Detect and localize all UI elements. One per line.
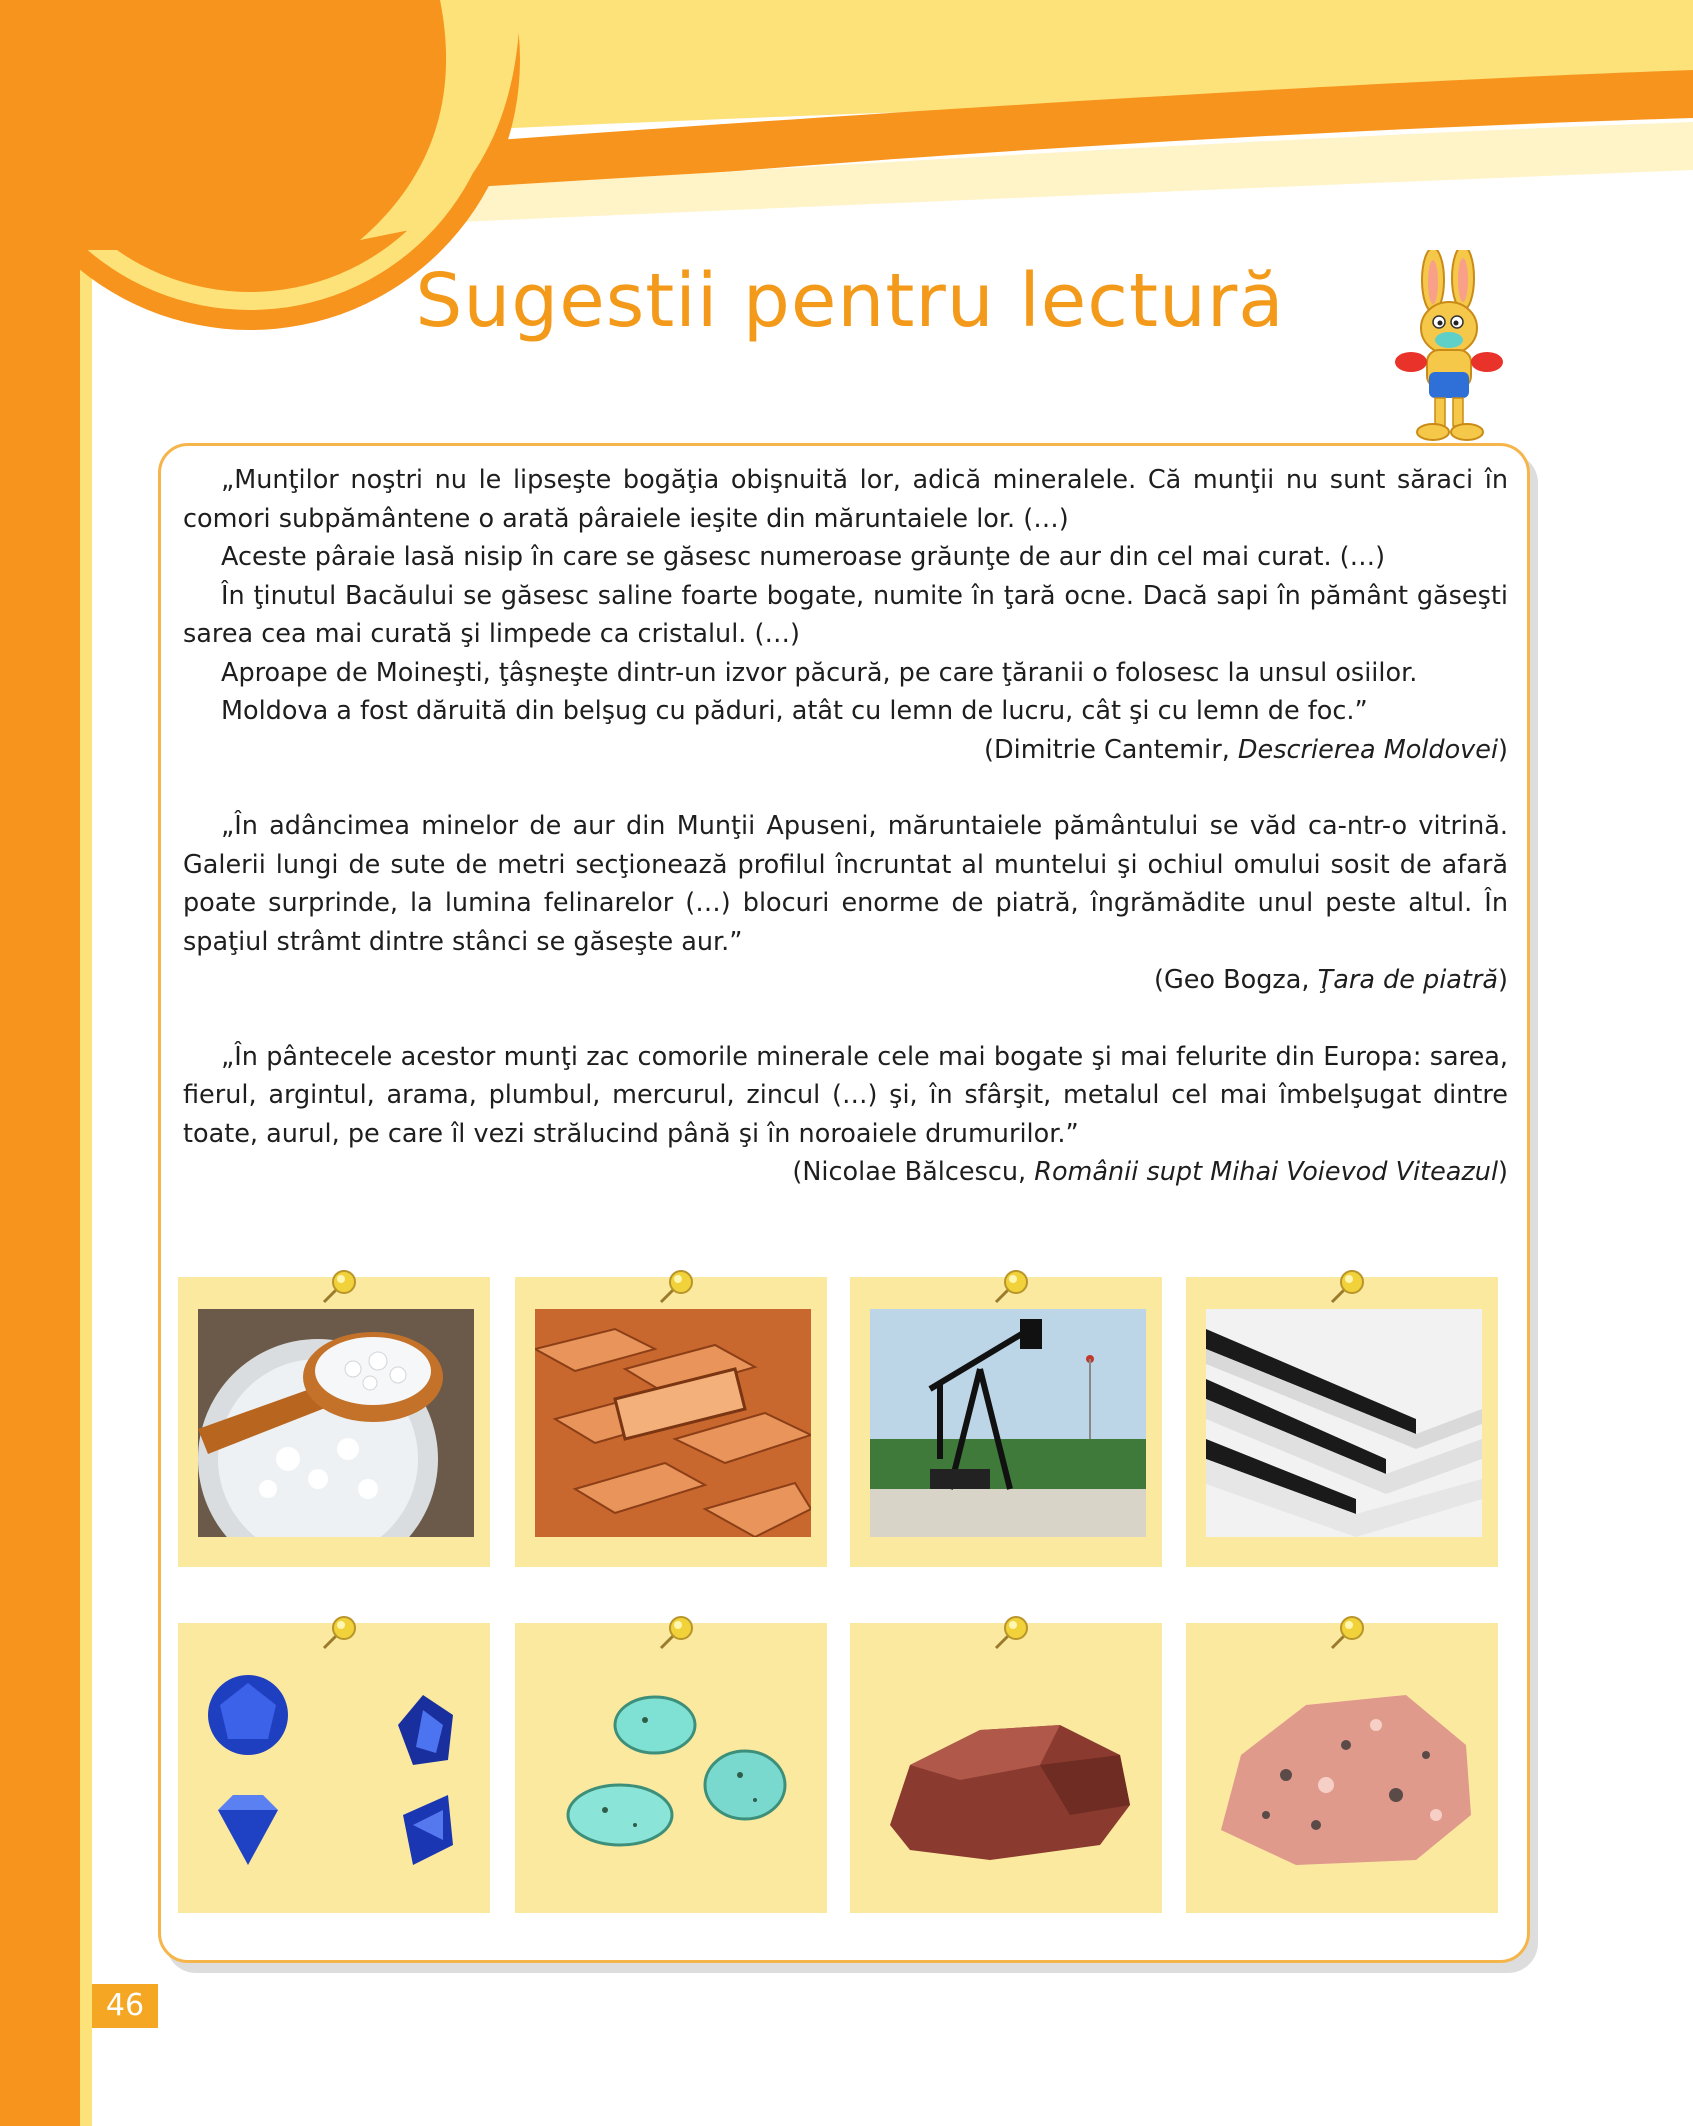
quote-paragraph: „În adâncimea minelor de aur din Munţii Apuseni, măruntaiele pământului se văd ca-ntr-o vitrină. Galerii lungi de sute de metri secţionează profilul încruntat al muntelui şi ochiul omului sosit de afară poate surprinde, la lumina felinarelor (…) blocuri enorme de piatră, îngrămădite unul peste altul. În spaţiul strâmt dintre stânci se găseşte aur.” xyxy=(183,811,1508,957)
quote-paragraph: În ţinutul Bacăului se găsesc saline foarte bogate, numite în ţară ocne. Dacă sapi în pământ găseşti sarea cea mai curată şi limpede ca cristalul. (…) xyxy=(183,580,1508,649)
photo-note-salt xyxy=(178,1277,490,1567)
pushpin-icon xyxy=(653,1608,701,1656)
quote-paragraph: Aproape de Moineşti, ţâşneşte dintr-un izvor păcură, pe care ţăranii o folosesc la unsul osiilor. xyxy=(221,657,1418,688)
quote-source xyxy=(183,731,1508,770)
pushpin-icon xyxy=(988,1608,1036,1656)
photo-note-sapphire xyxy=(178,1623,490,1913)
source-work: Descrierea Moldovei xyxy=(1237,734,1499,765)
quote-source xyxy=(183,961,1508,1000)
source-close: ) xyxy=(1498,965,1508,995)
oil-pump-photo xyxy=(870,1309,1146,1537)
red-rock-photo xyxy=(870,1655,1146,1883)
source-author: (Dimitrie Cantemir, xyxy=(984,734,1238,765)
page-title: Sugestii pentru lectură xyxy=(415,258,1285,344)
granite-rock-photo xyxy=(1206,1655,1482,1883)
source-close: ) xyxy=(1498,734,1508,765)
quote-paragraph: Moldova a fost dăruită din belşug cu păduri, atât cu lemn de lucru, cât şi cu lemn de foc.” xyxy=(221,696,1368,726)
quote-paragraph: „În pântecele acestor munţi zac comorile minerale cele mai bogate şi mai felurite din Europa: sarea, fierul, argintul, arama, plumbul, mercurul, zincul (…) şi, în sfârşit, metalul cel mai îmbelşugat dintre toate, aurul, pe care îl vezi strălucind până şi în noroaiele drumurilor.” xyxy=(183,1041,1508,1149)
quote-balcescu xyxy=(183,1038,1508,1192)
quotes-container xyxy=(183,461,1508,1192)
pushpin-icon xyxy=(1324,1262,1372,1310)
pushpin-icon xyxy=(316,1262,364,1310)
page-number: 46 xyxy=(92,1984,158,2028)
pushpin-icon xyxy=(1324,1608,1372,1656)
photo-note-turquoise xyxy=(515,1623,827,1913)
photo-note-red-rock xyxy=(850,1623,1162,1913)
source-close: ) xyxy=(1498,1157,1508,1187)
sapphire-gems-photo xyxy=(198,1655,474,1883)
turquoise-stones-photo xyxy=(535,1655,811,1883)
copper-bars-photo xyxy=(535,1309,811,1537)
photo-note-copper xyxy=(515,1277,827,1567)
source-author: (Nicolae Bălcescu, xyxy=(792,1157,1035,1187)
source-work: Românii supt Mihai Voievod Viteazul xyxy=(1034,1157,1499,1187)
photo-note-bars xyxy=(1186,1277,1498,1567)
quote-source xyxy=(183,1153,1508,1192)
source-author: (Geo Bogza, xyxy=(1154,965,1318,995)
quote-paragraph: „Munţilor noştri nu le lipseşte bogăţia obişnuită lor, adică mineralele. Că munţii nu sunt săraci în comori subpământene o arată pâraiele ieşite din măruntaiele lor. (…) xyxy=(183,465,1508,534)
pushpin-icon xyxy=(316,1608,364,1656)
bunny-mascot-icon xyxy=(1385,250,1520,450)
quote-paragraph: Aceste pâraie lasă nisip în care se găsesc numeroase grăunţe de aur din cel mai curat. (…) xyxy=(221,542,1386,572)
pushpin-icon xyxy=(653,1262,701,1310)
pushpin-icon xyxy=(988,1262,1036,1310)
quote-bogza xyxy=(183,807,1508,1000)
photo-note-oil xyxy=(850,1277,1162,1567)
quote-cantemir xyxy=(183,461,1508,769)
salt-photo xyxy=(198,1309,474,1537)
photo-note-granite xyxy=(1186,1623,1498,1913)
metal-bars-photo xyxy=(1206,1309,1482,1537)
source-work: Ţara de piatră xyxy=(1317,965,1499,995)
